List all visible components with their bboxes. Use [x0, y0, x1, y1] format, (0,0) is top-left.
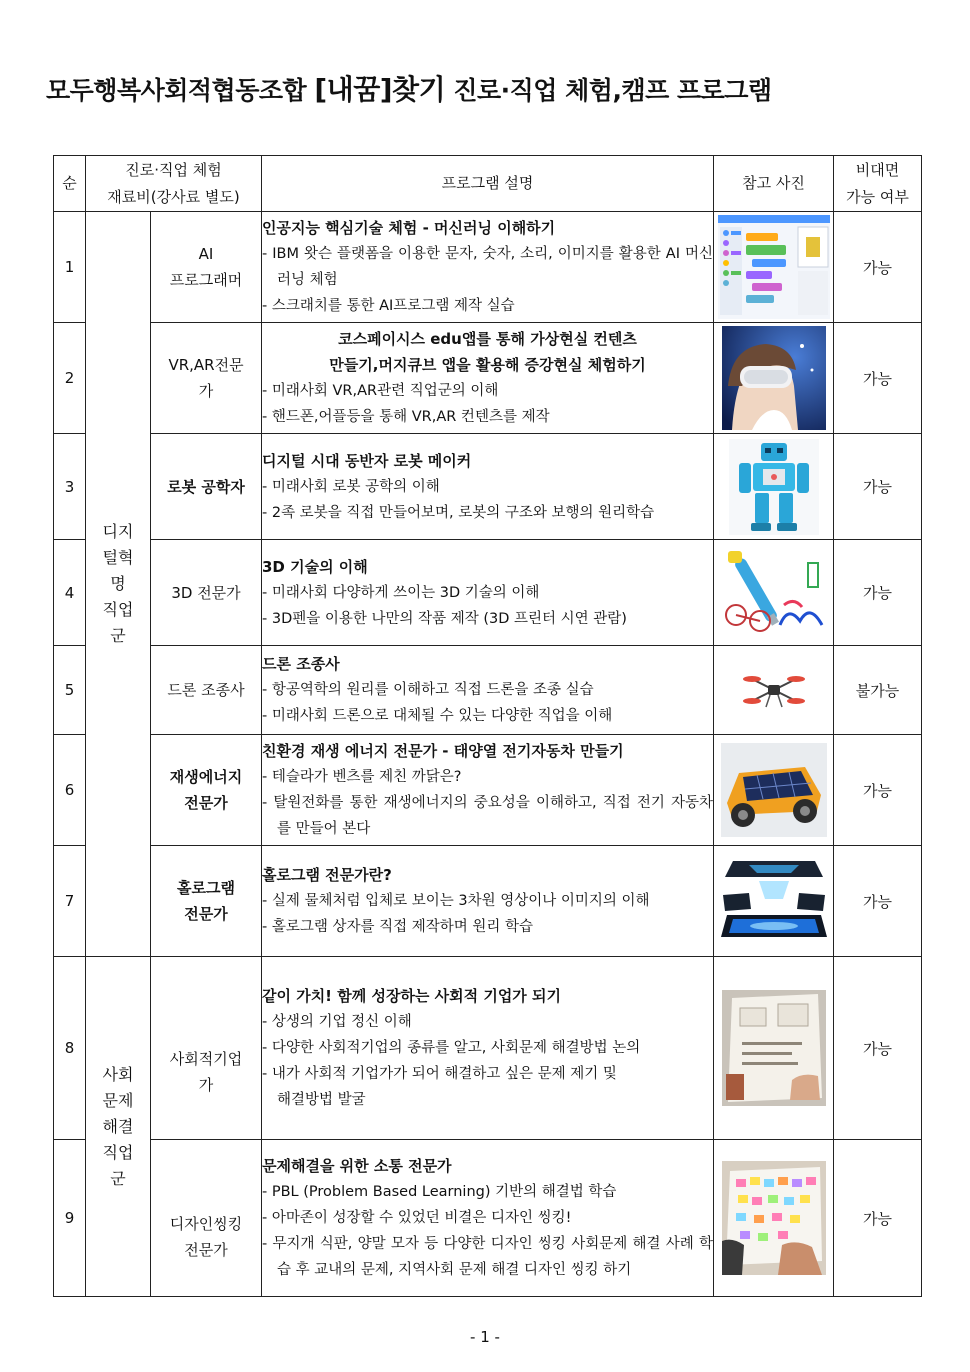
program-title: 코스페이시스 edu앱를 통해 가상현실 컨텐츠: [338, 330, 637, 348]
header-category: [86, 156, 262, 212]
desc-item: - 미래사회 로봇 공학의 이해: [262, 478, 440, 495]
row-number: 6: [54, 735, 86, 846]
photo-cell: [714, 646, 834, 735]
program-desc: [262, 323, 714, 434]
scratch-screenshot-photo: [718, 215, 830, 319]
program-desc: [262, 434, 714, 540]
photo-cell: [714, 735, 834, 846]
group-line: 사회: [102, 1064, 134, 1084]
desc-item: - 스크래치를 통한 AI프로그램 제작 실습: [262, 298, 515, 314]
program-title: 3D 기술의 이해: [262, 557, 368, 576]
photo-cell: [714, 1140, 834, 1297]
online-availability: 가능: [834, 846, 922, 957]
online-availability: 가능: [834, 957, 922, 1140]
group-social: [86, 957, 151, 1297]
job-name: [151, 735, 262, 846]
table-row: [54, 1140, 922, 1297]
desc-item: 해결방법 발굴: [277, 1092, 366, 1108]
group-line: 털혁: [102, 548, 134, 567]
desc-item: - 아마존이 성장할 수 있었던 비결은 디자인 씽킹!: [262, 1210, 572, 1226]
program-desc: [262, 540, 714, 646]
header-desc: 프로그램 설명: [262, 156, 714, 212]
table-row: [54, 323, 922, 434]
title-suffix: 진로·직업 체험,캠프 프로그램: [445, 76, 772, 105]
program-desc: [262, 646, 714, 735]
job-line: 가: [198, 1076, 214, 1094]
program-title: 드론 조종사: [262, 655, 340, 673]
desc-item: - 상생의 기업 정신 이해: [262, 1014, 412, 1030]
job-name: [151, 846, 262, 957]
header-online: [834, 156, 922, 212]
online-availability: 가능: [834, 212, 922, 323]
photo-cell: [714, 957, 834, 1140]
row-number: 3: [54, 434, 86, 540]
program-table: [53, 155, 922, 1297]
program-desc: [262, 735, 714, 846]
group-digital: [86, 212, 151, 957]
desc-item: - 미래사회 VR,AR관련 직업군의 이해: [262, 383, 499, 399]
desc-item: - 미래사회 다양하게 쓰이는 3D 기술의 이해: [262, 584, 540, 601]
online-availability: 가능: [834, 434, 922, 540]
header-online-line2: 가능 여부: [846, 187, 909, 206]
desc-item: - PBL (Problem Based Learning) 기반의 해결법 학습: [262, 1184, 617, 1200]
photo-cell: [714, 212, 834, 323]
job-line: VR,AR전문: [168, 356, 244, 374]
page-title: [46, 68, 772, 108]
online-availability: 가능: [834, 1140, 922, 1297]
desc-item: - 3D펜을 이용한 나만의 작품 제작 (3D 프린터 시연 관람): [262, 610, 627, 627]
row-number: 8: [54, 957, 86, 1140]
desc-item: - 탈원전화를 통한 재생에너지의 중요성을 이해하고, 직접 전기 자동차를 만들어 본다: [262, 795, 713, 837]
workshop-paper-photo: [722, 990, 826, 1106]
photo-cell: [714, 434, 834, 540]
desc-item: - 홀로그램 상자를 직접 제작하며 원리 학습: [262, 919, 534, 935]
job-name: [151, 212, 262, 323]
3d-pen-photo: [720, 545, 828, 641]
vr-headset-photo: [722, 326, 826, 430]
program-desc: [262, 846, 714, 957]
sticky-notes-photo: [722, 1161, 826, 1275]
program-title: 같이 가치! 함께 성장하는 사회적 기업가 되기: [262, 987, 561, 1005]
header-category-line1: 진로·직업 체험: [125, 160, 222, 179]
job-name: [151, 646, 262, 735]
solar-car-photo: [721, 743, 827, 837]
job-name: [151, 323, 262, 434]
row-number: 1: [54, 212, 86, 323]
online-availability: 불가능: [834, 646, 922, 735]
desc-item: - 미래사회 드론으로 대체될 수 있는 다양한 직업을 이해: [262, 708, 613, 724]
program-title: 인공지능 핵심기술 체험 - 머신러닝 이해하기: [262, 219, 556, 237]
online-availability: 가능: [834, 323, 922, 434]
row-number: 7: [54, 846, 86, 957]
job-name: [151, 1140, 262, 1297]
group-line: 군: [110, 626, 126, 645]
table-row: [54, 957, 922, 1140]
title-brand: [내꿈]찾기: [314, 73, 446, 106]
photo-cell: [714, 846, 834, 957]
desc-item: - 2족 로봇을 직접 만들어보며, 로봇의 구조와 보행의 원리학습: [262, 504, 655, 521]
job-line: 전문가: [184, 794, 228, 812]
job-line: 로봇 공학자: [167, 477, 245, 496]
job-line: 3D 전문가: [171, 583, 241, 602]
job-name: [151, 434, 262, 540]
job-line: 디자인씽킹: [169, 1215, 243, 1233]
job-name: [151, 957, 262, 1140]
program-title: 디지털 시대 동반자 로봇 메이커: [262, 451, 472, 470]
desc-item: - 다양한 사회적기업의 종류를 알고, 사회문제 해결방법 논의: [262, 1040, 641, 1056]
group-line: 직업: [102, 1142, 134, 1162]
online-availability: 가능: [834, 540, 922, 646]
table-row: [54, 212, 922, 323]
header-row: [54, 156, 922, 212]
job-line: 재생에너지: [169, 768, 243, 786]
job-line: 전문가: [184, 1241, 228, 1259]
program-title: 만들기,머지큐브 앱을 활용해 증강현실 체험하기: [329, 356, 646, 374]
page-number: - 1 -: [470, 1328, 500, 1346]
row-number: 9: [54, 1140, 86, 1297]
group-line: 명: [110, 574, 126, 593]
desc-item: - 무지개 식판, 양말 모자 등 다양한 디자인 씽킹 사회문제 해결 사례 학습 후 교내의 문제, 지역사회 문제 해결 디자인 씽킹 하기: [262, 1236, 713, 1278]
program-desc: [262, 1140, 714, 1297]
hologram-photo: [719, 855, 829, 947]
job-line: 가: [198, 382, 214, 400]
job-line: 전문가: [184, 905, 228, 923]
header-online-line1: 비대면: [855, 160, 900, 179]
table-row: [54, 434, 922, 540]
online-availability: 가능: [834, 735, 922, 846]
table-row: [54, 735, 922, 846]
row-number: 5: [54, 646, 86, 735]
job-line: 드론 조종사: [167, 681, 245, 699]
desc-item: - 내가 사회적 기업가가 되어 해결하고 싶은 문제 제기 및: [262, 1066, 617, 1082]
photo-cell: [714, 540, 834, 646]
program-title: 홀로그램 전문가란?: [262, 866, 392, 884]
title-prefix: 모두행복사회적협동조합: [46, 76, 315, 105]
job-line: 홀로그램: [177, 879, 235, 897]
program-desc: [262, 212, 714, 323]
group-line: 문제: [102, 1090, 134, 1110]
group-line: 해결: [102, 1116, 134, 1136]
desc-item: - 핸드폰,어플등을 통해 VR,AR 컨텐츠를 제작: [262, 409, 550, 425]
photo-cell: [714, 323, 834, 434]
robot-photo: [729, 439, 819, 535]
desc-item: - 항공역학의 원리를 이해하고 직접 드론을 조종 실습: [262, 682, 594, 698]
desc-item: - 테슬라가 벤츠를 제친 까닭은?: [262, 769, 462, 785]
desc-item: - IBM 왓슨 플랫폼을 이용한 문자, 숫자, 소리, 이미지를 활용한 AI 머신러닝 체험: [262, 246, 713, 288]
group-line: 직업: [102, 600, 134, 619]
job-line: 사회적기업: [169, 1050, 243, 1068]
row-number: 2: [54, 323, 86, 434]
job-name: [151, 540, 262, 646]
job-line: AI: [198, 245, 214, 263]
table-row: [54, 646, 922, 735]
table-row: [54, 540, 922, 646]
desc-item: - 실제 물체처럼 입체로 보이는 3차원 영상이나 이미지의 이해: [262, 893, 650, 909]
table-row: [54, 846, 922, 957]
drone-photo: [742, 667, 806, 713]
header-photo: 참고 사진: [714, 156, 834, 212]
group-line: 군: [110, 1168, 126, 1188]
job-line: 프로그래머: [169, 271, 243, 289]
header-category-line2: 재료비(강사료 별도): [107, 187, 240, 206]
program-title: 친환경 재생 에너지 전문가 - 태양열 전기자동차 만들기: [262, 742, 624, 760]
program-title: 문제해결을 위한 소통 전문가: [262, 1157, 452, 1175]
program-desc: [262, 957, 714, 1140]
row-number: 4: [54, 540, 86, 646]
header-num: 순: [54, 156, 86, 212]
group-line: 디지: [102, 522, 134, 541]
